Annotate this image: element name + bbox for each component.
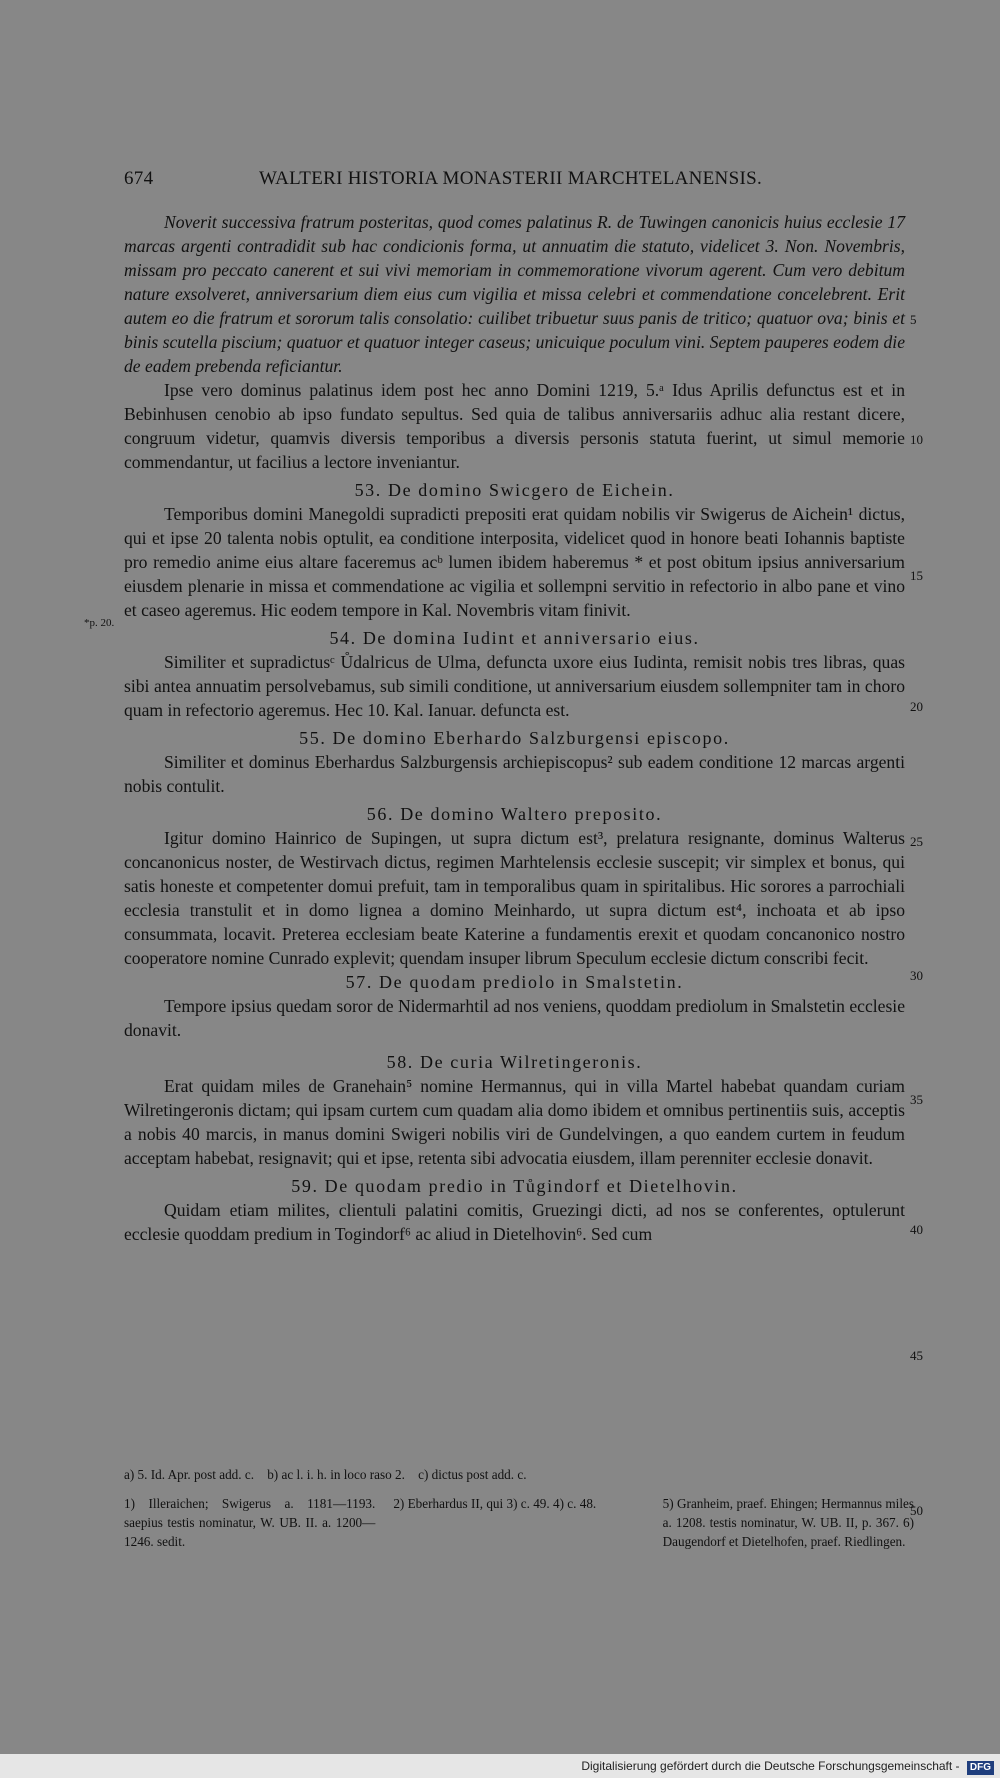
section-text-55: Similiter et dominus Eberhardus Salzburgensis archiepiscopus² sub eadem conditione 12 marcas argenti nobis contulit. [124, 752, 905, 796]
line-number: 20 [910, 699, 923, 714]
running-title: WALTERI HISTORIA MONASTERII MARCHTELANENSIS. [259, 168, 762, 189]
line-number: 45 [910, 1348, 923, 1363]
section-heading-57: 57. De quodam prediolo in Smalstetin. [345, 972, 684, 992]
side-note: *p. 20. [84, 617, 115, 629]
section-heading-59: 59. De quodam predio in Tůgindorf et Dietelhovin. [291, 1176, 738, 1196]
section-text-57: Tempore ipsius quedam soror de Nidermarhtil ad nos veniens, quoddam prediolum in Smalstetin ecclesie donavit. [124, 996, 905, 1040]
intro-paragraph: Noverit successiva fratrum posteritas, quod comes palatinus R. de Tuwingen canonicis huius ecclesie 17 marcas argenti contradidit sub hac condicionis forma, ut annuatim die statuto, videlicet 3. Non. Novembris, missam pro peccato canerent et sui vivi memoriam in commemoratione vivorum agerent. Cum vero debitum nature exsolveret, anniversarium diem eius cum vigilia et missa celebri et commendatione concelebrent. Erit autem eo die fratrum et sororum talis consolatio: cuilibet tribuetur suus panis de tritico; quatuor ova; binis et binis scutella piscium; quatuor et quatuor integer caseus; unicuique poculum vini. Septem pauperes eodem die de eadem prebenda reficiantur. [124, 212, 905, 376]
line-number: 15 [910, 568, 923, 583]
section-text-53: Temporibus domini Manegoldi supradicti prepositi erat quidam nobilis vir Swigerus de Aichein¹ dictus, qui et ipse 20 talenta nobis optulit, ea conditione interposita, videlicet quod in honore beati Iohannis baptiste pro remedio anime eius altare faceremus acᵇ lumen ibidem haberemus * et post obitum ipsius anniversarium eiusdem plenarie in missa et commendatione ac vigilia et sollempni servitio in refectorio in albo pane et vino et caseo ageremus. Hic eodem tempore in Kal. Novembris vitam finivit. [124, 504, 905, 620]
main-text [124, 210, 905, 1246]
line-number: 25 [910, 834, 923, 849]
line-number: 10 [910, 432, 923, 447]
page-number: 674 [124, 168, 154, 189]
dfg-logo: DFG [967, 1761, 994, 1775]
section-text-58: Erat quidam miles de Granehain⁵ nomine Hermannus, qui in villa Martel habebat quandam curiam Wilretingeronis dictam; qui ipsam curtem cum quadam alia domo ibidem et omnibus pertinentiis suis, acceptis a nobis 40 marcis, in manus domini Swigeri nobilis viri de Gundelvingen, a quo eandem curtem in feudum acceptam habebat, resignavit; qui et ipse, retenta sibi advocatia eiusdem, illam perenniter ecclesie donavit. [124, 1076, 905, 1168]
footnote-col-1: 1) Illeraichen; Swigerus a. 1181—1193. saepius testis nominatur, W. UB. II. a. 1200—1246. sedit. [124, 1496, 376, 1549]
section-heading-54: 54. De domina Iudint et anniversario eius. [329, 628, 700, 648]
line-number: 40 [910, 1222, 923, 1237]
section-heading-56: 56. De domino Waltero preposito. [366, 804, 663, 824]
funding-bar [0, 1754, 1000, 1778]
line-number: 50 [910, 1503, 923, 1518]
ipse-paragraph: Ipse vero dominus palatinus idem post hec anno Domini 1219, 5.ᵃ Idus Aprilis defunctus est et in Bebinhusen cenobio ab ipso fundato sepultus. Sed quia de talibus anniversariis adhuc alia restant dicere, congruum videtur, quamvis diversis temporibus a diversis personis statuta fuerint, ut simul memorie commendantur, ut facilius a lectore inveniantur. [124, 380, 905, 472]
apparatus [124, 1465, 914, 1551]
footnote-col-2: 2) Eberhardus II, qui 3) c. 49. 4) c. 48. [393, 1496, 597, 1511]
line-number: 5 [910, 312, 917, 327]
section-text-56: Igitur domino Hainrico de Supingen, ut supra dictum est³, prelatura resignante, dominus Walterus concanonicus noster, de Westirvach dictus, regimen Marhtelensis ecclesie suscepit; vir simplex et bonus, qui satis honeste et competenter domui prefuit, tam in temporalibus quam in spiritalibus. Hic sorores a parrochiali ecclesia transtulit et in domo lignea a domino Meinhardo, ut supra dictum est⁴, inchoata et ab ipso consummata, locavit. Preterea ecclesiam beate Katerine a fundamentis erexit et quodam concanonico nostro cooperatore nomine Cunrado explevit; quendam insuper librum Speculum ecclesie dictum conscribi fecit. [124, 828, 905, 968]
footnotes [124, 1494, 914, 1551]
funding-text: Digitalisierung gefördert durch die Deutsche Forschungsgemeinschaft - [581, 1759, 960, 1773]
footnote-col-3: 5) Granheim, praef. Ehingen; Hermannus miles a. 1208. testis nominatur, W. UB. II, p. 367. 6) Daugendorf et Dietelhofen, praef. Riedlingen. [662, 1496, 914, 1549]
section-heading-55: 55. De domino Eberhardo Salzburgensi episcopo. [299, 728, 730, 748]
line-number: 35 [910, 1092, 923, 1107]
critical-notes: a) 5. Id. Apr. post add. c. b) ac l. i. h. in loco raso 2. c) dictus post add. c. [124, 1467, 527, 1482]
section-heading-53: 53. De domino Swicgero de Eichein. [354, 480, 675, 500]
section-text-54: Similiter et supradictusᶜ Ůdalricus de Ulma, defuncta uxore eius Iudinta, remisit nobis tres libras, quas sibi antea annuatim persolvebamus, sub simili conditione, ut anniversarium eiusdem sollempniter tam in choro quam in refectorio ageremus. Hec 10. Kal. Ianuar. defuncta est. [124, 652, 905, 720]
section-text-59: Quidam etiam milites, clientuli palatini comitis, Gruezingi dicti, ad nos se conferentes, optulerunt ecclesie quoddam predium in Togindorf⁶ ac aliud in Dietelhovin⁶. Sed cum [124, 1200, 905, 1244]
line-number: 30 [910, 968, 923, 983]
section-heading-58: 58. De curia Wilretingeronis. [386, 1052, 643, 1072]
